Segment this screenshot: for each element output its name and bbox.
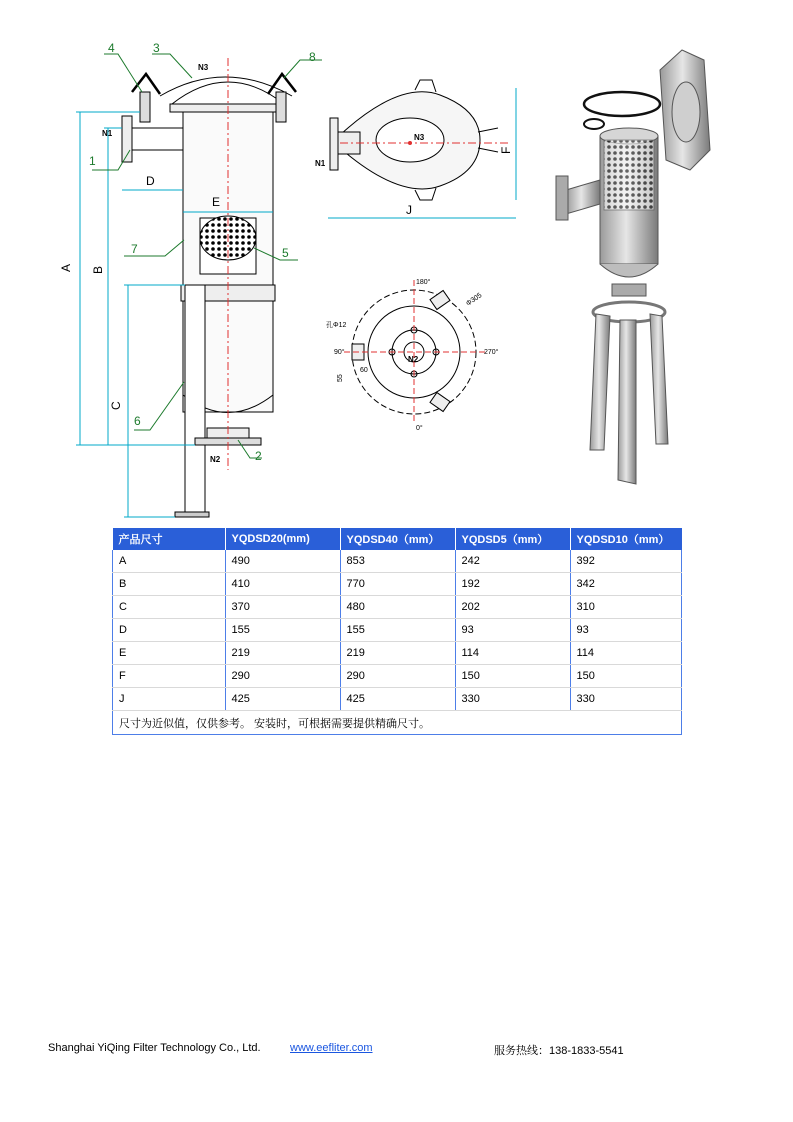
cell-yqdsd40: 290: [340, 665, 455, 688]
angle-0: 0°: [416, 425, 423, 432]
callout-7: 7: [131, 242, 138, 256]
table-note: 尺寸为近似值，仅供参考。 安装时，可根据需要提供精确尺寸。: [113, 711, 682, 735]
nozzle-n2-side: N2: [210, 455, 221, 464]
angle-90: 90°: [334, 349, 345, 356]
callout-1: 1: [89, 154, 96, 168]
table-row: [113, 619, 682, 642]
footer-company: Shanghai YiQing Filter Technology Co., Ltd.: [48, 1042, 261, 1054]
cell-dim: B: [113, 573, 226, 596]
cell-yqdsd20: 425: [225, 688, 340, 711]
dim-label-b: B: [91, 265, 105, 274]
dim-label-a: A: [59, 263, 73, 272]
cell-dim: J: [113, 688, 226, 711]
cell-yqdsd20: 290: [225, 665, 340, 688]
side-view: [122, 58, 296, 517]
cell-dim: C: [113, 596, 226, 619]
cell-yqdsd40: 155: [340, 619, 455, 642]
table-row: [113, 573, 682, 596]
callout-8: 8: [309, 50, 316, 64]
callout-4: 4: [108, 41, 115, 55]
footer-website-link[interactable]: www.eefliter.com: [290, 1042, 373, 1054]
callout-5: 5: [282, 246, 289, 260]
cell-yqdsd10: 150: [570, 665, 682, 688]
table-row: [113, 550, 682, 573]
page-footer: [48, 1042, 748, 1058]
footer-hotline: 服务热线：138-1833-5541: [494, 1045, 624, 1057]
cell-yqdsd40: 425: [340, 688, 455, 711]
header-dimension: 产品尺寸: [113, 528, 226, 550]
nozzle-n1-side: N1: [102, 129, 113, 138]
cell-dim: A: [113, 550, 226, 573]
cell-yqdsd5: 202: [455, 596, 570, 619]
cell-yqdsd40: 219: [340, 642, 455, 665]
callout-2: 2: [255, 449, 262, 463]
cell-yqdsd10: 93: [570, 619, 682, 642]
dim-label-f: F: [499, 146, 513, 154]
cell-yqdsd5: 114: [455, 642, 570, 665]
header-yqdsd20: YQDSD20(mm): [225, 528, 340, 550]
header-yqdsd40: YQDSD40（mm）: [340, 528, 455, 550]
cell-yqdsd10: 342: [570, 573, 682, 596]
cell-yqdsd5: 192: [455, 573, 570, 596]
cell-yqdsd10: 392: [570, 550, 682, 573]
nozzle-n1-top: N1: [315, 159, 326, 168]
dim-60-label: 60: [360, 367, 368, 374]
product-render: [556, 50, 710, 484]
nozzle-n2-foot: N2: [408, 355, 419, 364]
table-row: [113, 596, 682, 619]
dim-55-label: 55: [337, 374, 344, 382]
cell-yqdsd5: 150: [455, 665, 570, 688]
cell-yqdsd10: 330: [570, 688, 682, 711]
cell-dim: E: [113, 642, 226, 665]
spec-table: [112, 528, 682, 735]
dim-label-j: J: [406, 203, 412, 217]
cell-yqdsd5: 330: [455, 688, 570, 711]
cell-yqdsd10: 310: [570, 596, 682, 619]
hole-label: 孔Φ12: [326, 322, 347, 329]
header-yqdsd5: YQDSD5（mm）: [455, 528, 570, 550]
table-row: [113, 642, 682, 665]
cell-yqdsd20: 155: [225, 619, 340, 642]
cell-yqdsd5: 93: [455, 619, 570, 642]
dim-label-e: E: [212, 195, 221, 209]
cell-yqdsd40: 853: [340, 550, 455, 573]
callout-3: 3: [153, 41, 160, 55]
table-note-row: [113, 711, 682, 735]
cell-yqdsd40: 770: [340, 573, 455, 596]
cell-yqdsd20: 370: [225, 596, 340, 619]
cell-yqdsd20: 410: [225, 573, 340, 596]
cell-dim: D: [113, 619, 226, 642]
cell-yqdsd20: 219: [225, 642, 340, 665]
cell-dim: F: [113, 665, 226, 688]
cell-yqdsd5: 242: [455, 550, 570, 573]
cell-yqdsd10: 114: [570, 642, 682, 665]
dia-label: Φ305: [465, 292, 484, 308]
table-row: [113, 665, 682, 688]
table-row: [113, 688, 682, 711]
table-header-row: [113, 528, 682, 550]
cell-yqdsd20: 490: [225, 550, 340, 573]
header-yqdsd10: YQDSD10（mm）: [570, 528, 682, 550]
dim-label-c: C: [109, 401, 123, 410]
callout-6: 6: [134, 414, 141, 428]
technical-drawing: [0, 0, 793, 525]
spec-table-container: [112, 528, 682, 735]
cell-yqdsd40: 480: [340, 596, 455, 619]
angle-180: 180°: [416, 279, 431, 286]
angle-270: 270°: [484, 349, 499, 356]
dim-label-d: D: [146, 174, 155, 188]
nozzle-n3-side: N3: [198, 63, 209, 72]
nozzle-n3-top: N3: [414, 133, 425, 142]
